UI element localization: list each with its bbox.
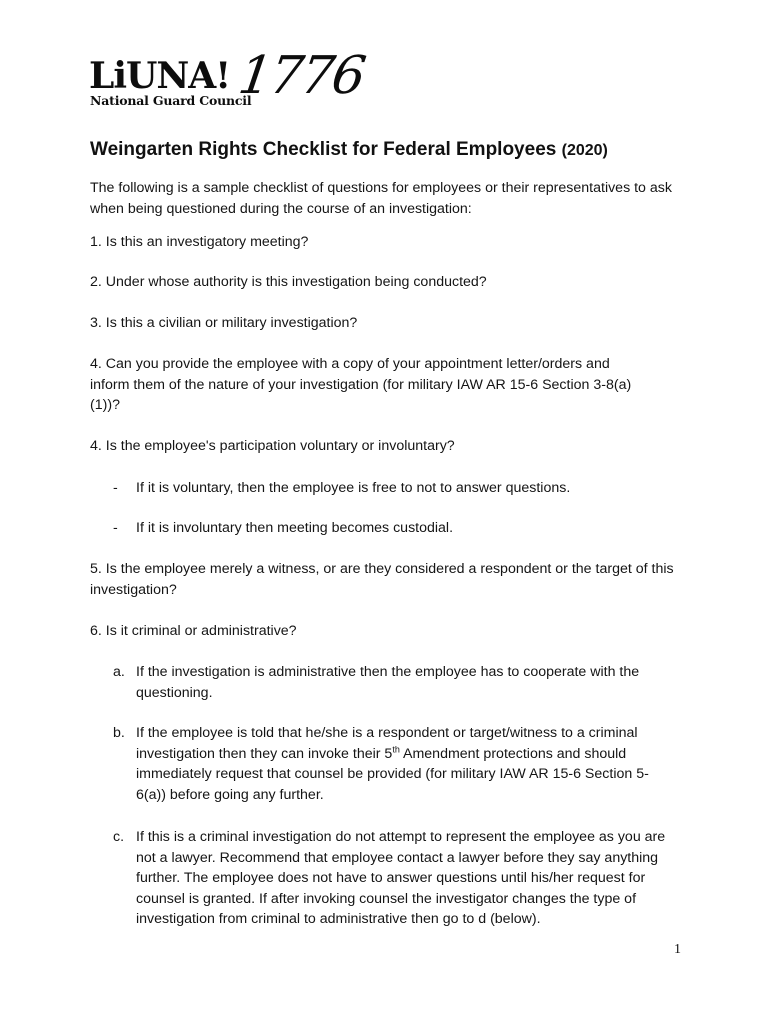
intro-paragraph: The following is a sample checklist of questions for employees or their representatives to ask when being questioned during the course of an investigation:	[90, 180, 672, 217]
page-title	[90, 138, 608, 163]
question-3: 3. Is this a civilian or military investigation?	[90, 315, 358, 331]
alpha-item-b-text-before: If the employee is told that he/she is a respondent or target/witness to a criminal investigation then they can invoke their 5	[136, 725, 638, 762]
logo-subtitle: National Guard Council	[90, 93, 252, 108]
alpha-item-a: If the investigation is administrative then the employee has to cooperate with the questioning.	[136, 664, 640, 701]
page-number: 1	[674, 942, 681, 957]
question-6: 6. Is it criminal or administrative?	[90, 623, 297, 639]
dash-item-involuntary: If it is involuntary then meeting becomes custodial.	[136, 520, 454, 536]
liuna-logo	[89, 46, 368, 118]
alpha-item-c: If this is a criminal investigation do not attempt to represent the employee as you are not a lawyer. Recommend that employee contact a lawyer before they say anything further. The employee does not have to answer questions until his/her request for counsel is granted. If after invoking counsel the investigator changes the type of investigation from criminal to administrative then go to d (below).	[136, 829, 666, 928]
question-1: 1. Is this an investigatory meeting?	[90, 234, 309, 250]
question-4-appointment: 4. Can you provide the employee with a copy of your appointment letter/orders and inform them of the nature of your investigation (for military IAW AR 15-6 Section 3-8(a)(1))?	[90, 356, 632, 414]
logo-wordmark: LiUNA!	[89, 55, 231, 97]
alpha-marker-a: a.	[113, 664, 125, 680]
alpha-item-b-text-after: Amendment protections and should immediately request that counsel be provided (for military IAW AR 15-6 Section 5-6(a)) before going any further.	[136, 745, 649, 803]
dash-marker-2: -	[113, 520, 118, 536]
alpha-item-b	[136, 723, 668, 805]
logo-number: 1776	[234, 46, 368, 106]
alpha-item-b-superscript: th	[392, 743, 400, 754]
dash-marker-1: -	[113, 480, 118, 496]
alpha-marker-b: b.	[113, 725, 125, 741]
title-main: Weingarten Rights Checklist for Federal Employees	[90, 139, 557, 160]
title-year: (2020)	[561, 142, 608, 159]
question-2: 2. Under whose authority is this investigation being conducted?	[90, 274, 487, 290]
question-5: 5. Is the employee merely a witness, or are they considered a respondent or the target of this investigation?	[90, 561, 674, 598]
dash-item-voluntary: If it is voluntary, then the employee is free to not to answer questions.	[136, 480, 571, 496]
alpha-marker-c: c.	[113, 829, 125, 845]
question-4-participation: 4. Is the employee's participation voluntary or involuntary?	[90, 438, 455, 454]
